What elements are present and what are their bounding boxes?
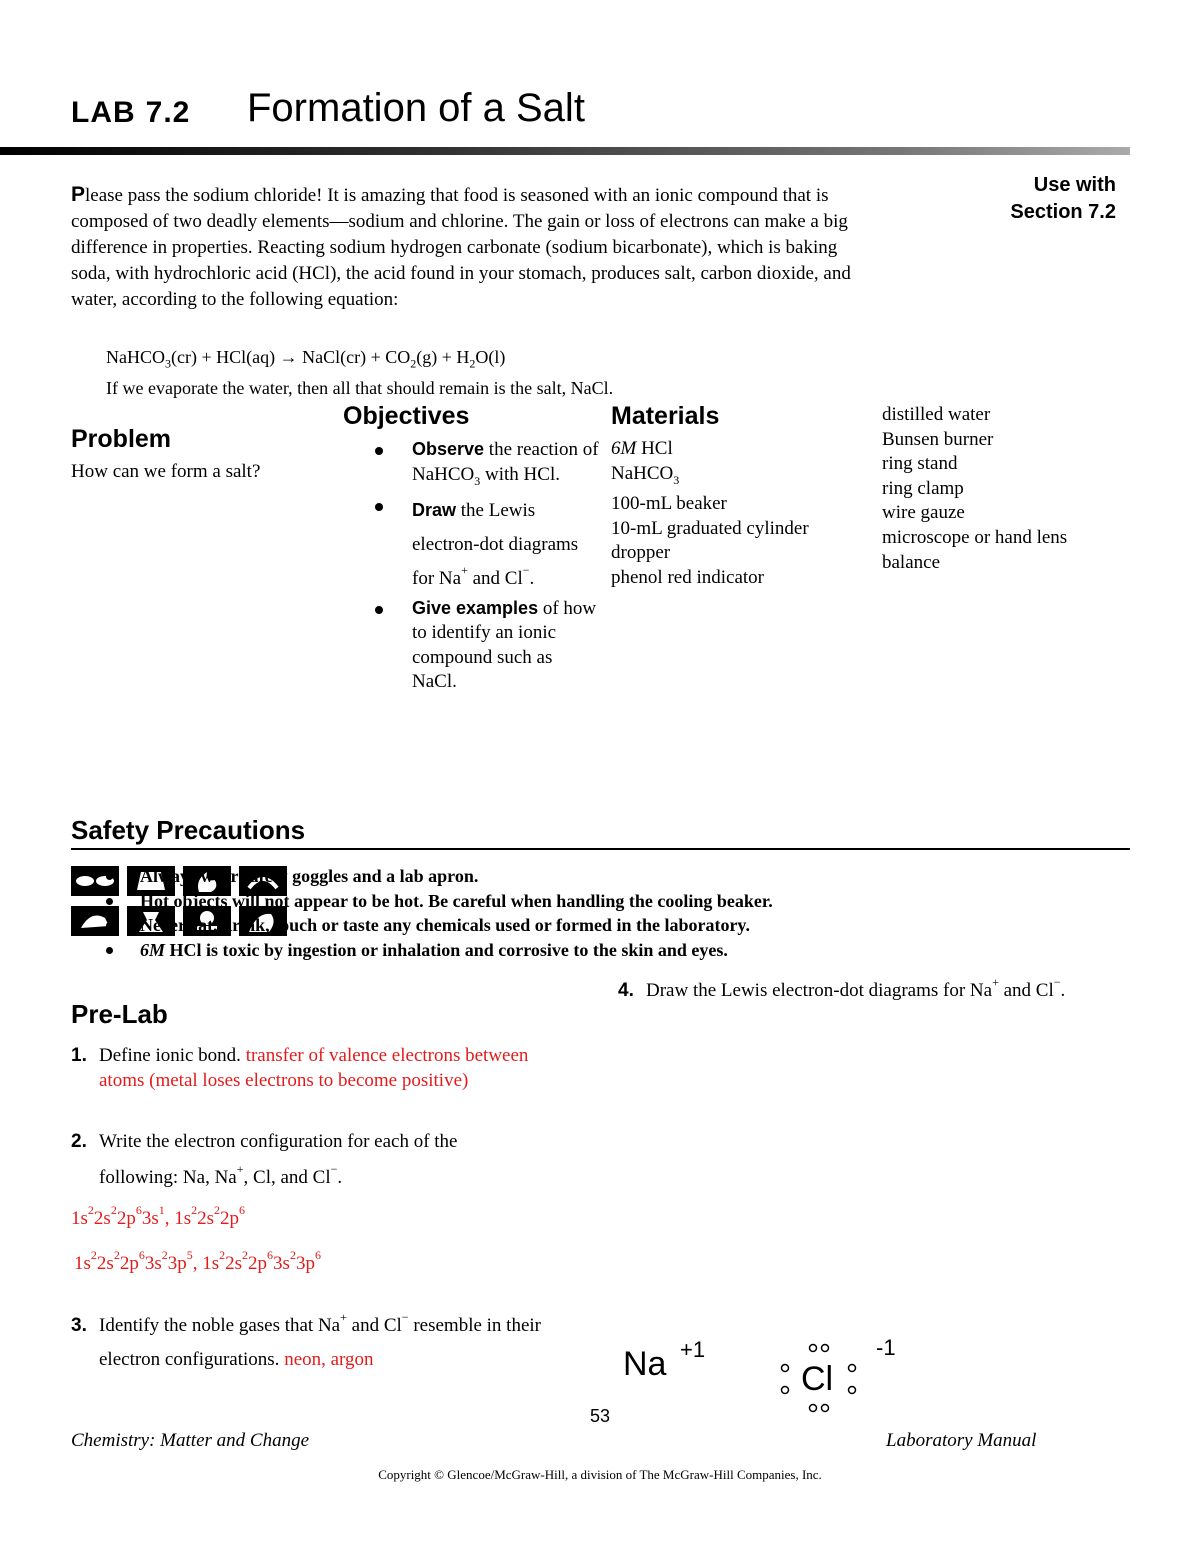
problem-heading: Problem [71, 425, 172, 453]
cl-charge: -1 [876, 1335, 896, 1360]
answer-2-line-1: $1s^22s^22p^63s^1$, $1s^22s^22p^6$ [71, 1203, 246, 1229]
safety-rule [71, 848, 1130, 850]
cl-symbol: Cl [801, 1360, 834, 1398]
problem-question: How can we form a salt? [71, 461, 261, 482]
footer-manual-title: Laboratory Manual [886, 1430, 1037, 1451]
safety-item: Always wear safety goggles and a lab apron. [106, 864, 926, 889]
lab-word: LAB [71, 96, 136, 129]
materials-heading: Materials [611, 402, 720, 430]
question-2: 2. Write the electron configuration for each of the following: Na, Na+, Cl, and Cl−. [71, 1131, 458, 1188]
use-with-line2: Section 7.2 [1010, 201, 1116, 223]
evaporate-sentence: If we evaporate the water, then all that should remain is the salt, NaCl. [106, 378, 614, 398]
prelab-heading: Pre-Lab [71, 999, 168, 1029]
title-rule [0, 147, 1130, 155]
page-title: Formation of a Salt [247, 86, 585, 130]
lab-label [71, 96, 190, 130]
material-item: phenol red indicator [611, 566, 765, 588]
material-item: NaHCO$_3$ [611, 462, 680, 487]
question-1: 1. Define ionic bond. transfer of valence electrons between atoms (metal loses electrons to become positive) [71, 1045, 529, 1091]
materials-list-1 [611, 437, 809, 590]
copyright-notice: Copyright © Glencoe/McGraw-Hill, a division of The McGraw-Hill Companies, Inc. [378, 1467, 822, 1482]
material-item: 100-mL beaker [611, 492, 727, 514]
safety-list [106, 864, 926, 963]
safety-item: Never eat, drink, touch or taste any chemicals used or formed in the laboratory. [106, 913, 926, 938]
question-4: 4. Draw the Lewis electron-dot diagrams for Na+ and Cl−. [618, 975, 1066, 1001]
objectives-list [375, 437, 600, 695]
na-charge: +1 [680, 1337, 706, 1362]
safety-heading: Safety Precautions [71, 815, 306, 845]
materials-list-2 [882, 403, 1067, 575]
intro-text: lease pass the sodium chloride! It is amazing that food is seasoned with an ionic compound that is composed of two deadly elements—sodium and chlorine. The gain or loss of electrons can make a big difference in properties. Reacting sodium hydrogen carbonate (sodium bicarbonate), which is baking soda, with hydrochloric acid (HCl), the acid found in your stomach, produces salt, carbon dioxide, and water, according to the following equation: [71, 185, 851, 310]
material-item: distilled water [882, 404, 991, 425]
lab-number: 7.2 [145, 96, 191, 129]
material-item: 6M HCl [611, 438, 673, 459]
answer-2-line-2: $1s^22s^22p^63s^23p^5$, $1s^22s^22p^63s^23p^6$ [74, 1248, 321, 1274]
objectives-heading: Objectives [343, 402, 470, 430]
material-item: wire gauze [882, 502, 965, 524]
na-symbol: Na [623, 1345, 667, 1383]
intro-dropcap: P [71, 183, 86, 206]
answer-3: neon, argon [284, 1349, 374, 1370]
use-with-line1: Use with [1033, 174, 1116, 196]
objective-item: Draw the Lewis electron-dot diagrams for Na+ and Cl−. [375, 493, 600, 596]
objective-item: Give examples of how to identify an ionic compound such as NaCl. [375, 596, 600, 695]
footer-book-title: Chemistry: Matter and Change [71, 1430, 310, 1451]
intro-paragraph [71, 182, 851, 313]
safety-item: 6M HCl is toxic by ingestion or inhalation and corrosive to the skin and eyes. [106, 938, 926, 963]
material-item: ring clamp [882, 477, 964, 499]
objective-item: Observe the reaction of NaHCO$_3$ with HCl. [375, 437, 600, 493]
answer-1: transfer of valence electrons between atoms (metal loses electrons to become positive) [99, 1045, 529, 1091]
use-with-note [980, 172, 1116, 226]
material-item: dropper [611, 542, 671, 564]
material-item: ring stand [882, 453, 958, 475]
material-item: balance [882, 551, 941, 573]
material-item: 10-mL graduated cylinder [611, 517, 809, 539]
question-3: 3. Identify the noble gases that Na+ and Cl− resemble in their electron configurations. neon, argon [71, 1310, 542, 1370]
material-item: Bunsen burner [882, 428, 994, 450]
reaction-equation: NaHCO$_3$(cr) + HCl(aq) → NaCl(cr) + $CO_2(g) + H_2O(l)$ [106, 347, 506, 371]
page-number: 53 [589, 1406, 611, 1426]
material-item: microscope or hand lens [882, 526, 1068, 548]
safety-item: Hot objects will not appear to be hot. Be careful when handling the cooling beaker. [106, 889, 926, 914]
